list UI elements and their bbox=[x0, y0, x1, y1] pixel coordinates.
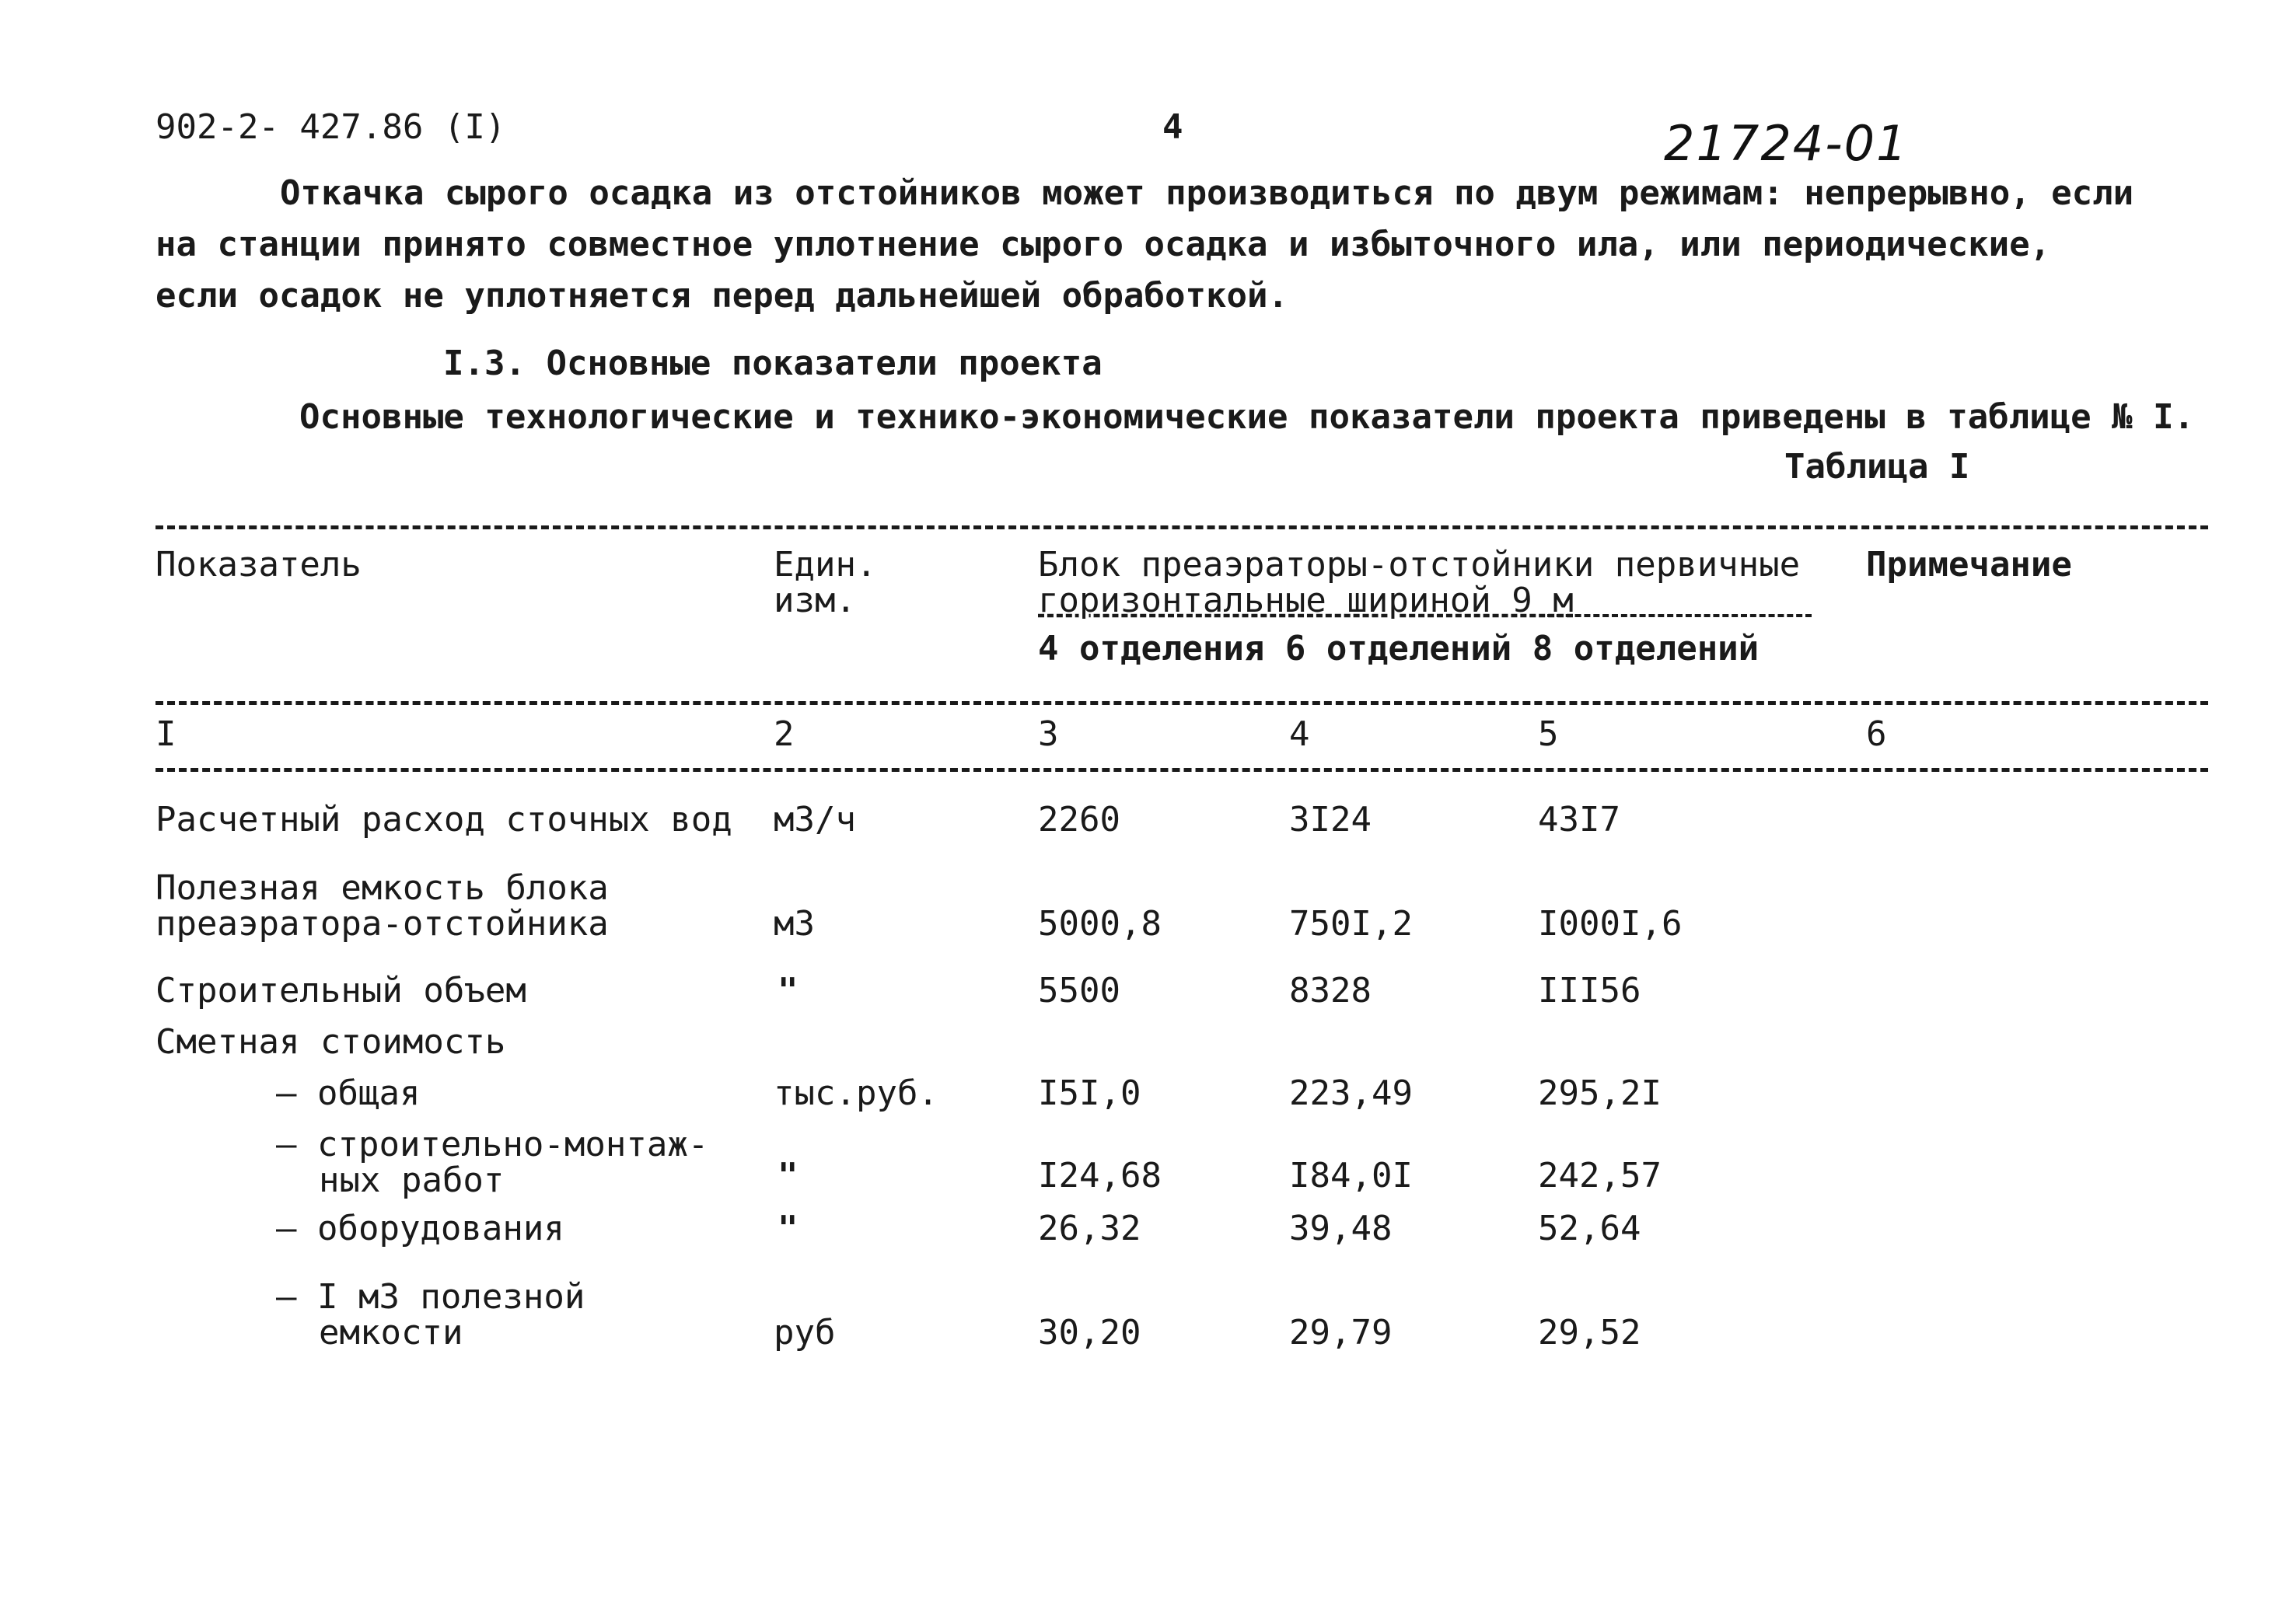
row-5-name: – общая bbox=[276, 1073, 421, 1113]
row-6-v5: 242,57 bbox=[1538, 1156, 1662, 1195]
row-6-name: – строительно-монтаж- bbox=[276, 1125, 709, 1164]
document-code: 902-2- 427.86 (I) bbox=[156, 107, 506, 147]
row-7-v4: 39,48 bbox=[1289, 1209, 1393, 1248]
column-number-1: I bbox=[156, 714, 176, 754]
row-2-v4: 750I,2 bbox=[1289, 904, 1413, 944]
row-8-name-cont: емкости bbox=[319, 1313, 463, 1352]
column-number-2: 2 bbox=[774, 714, 795, 754]
column-number-4: 4 bbox=[1289, 714, 1310, 754]
header-block-line1: Блок преаэраторы-отстойники первичные bbox=[1038, 545, 1801, 585]
header-bottom-rule bbox=[156, 701, 2208, 705]
row-5-v4: 223,49 bbox=[1289, 1073, 1413, 1113]
table-label: Таблица I bbox=[1784, 447, 1970, 487]
row-8-unit: руб bbox=[774, 1313, 836, 1352]
row-7-v5: 52,64 bbox=[1538, 1209, 1641, 1248]
row-2-v3: 5000,8 bbox=[1038, 904, 1162, 944]
column-number-6: 6 bbox=[1866, 714, 1887, 754]
row-3-v3: 5500 bbox=[1038, 971, 1120, 1010]
inventory-number: 21724-01 bbox=[1664, 115, 1909, 172]
row-7-v3: 26,32 bbox=[1038, 1209, 1141, 1248]
row-6-v3: I24,68 bbox=[1038, 1156, 1162, 1195]
row-5-v5: 295,2I bbox=[1538, 1073, 1662, 1113]
row-2-name: Полезная емкость блока bbox=[156, 868, 609, 908]
row-4-name: Сметная стоимость bbox=[156, 1022, 506, 1062]
row-3-v5: III56 bbox=[1538, 971, 1641, 1010]
row-6-name-cont: ных работ bbox=[319, 1161, 505, 1200]
row-1-unit: м3/ч bbox=[774, 800, 856, 839]
row-1-v5: 43I7 bbox=[1538, 800, 1620, 839]
table-top-rule bbox=[156, 525, 2208, 529]
header-unit-line1: Един. bbox=[774, 545, 877, 585]
column-numbers-rule bbox=[156, 768, 2208, 772]
row-8-v5: 29,52 bbox=[1538, 1313, 1641, 1352]
row-8-v3: 30,20 bbox=[1038, 1313, 1141, 1352]
row-6-v4: I84,0I bbox=[1289, 1156, 1413, 1195]
header-unit-line2: изм. bbox=[774, 581, 856, 620]
column-number-5: 5 bbox=[1538, 714, 1559, 754]
row-5-unit: тыс.руб. bbox=[774, 1073, 938, 1113]
row-6-unit: " bbox=[778, 1156, 799, 1195]
row-2-v5: I000I,6 bbox=[1538, 904, 1683, 944]
section-text: Основные технологические и технико-экономические показатели проекта приведены в таблице № I. bbox=[299, 397, 2195, 437]
row-5-v3: I5I,0 bbox=[1038, 1073, 1141, 1113]
intro-line-3: если осадок не уплотняется перед дальнейшей обработкой. bbox=[156, 276, 1288, 316]
header-block-rule bbox=[1547, 614, 1812, 617]
row-1-v3: 2260 bbox=[1038, 800, 1120, 839]
row-1-v4: 3I24 bbox=[1289, 800, 1372, 839]
header-sections: 4 отделения 6 отделений 8 отделений bbox=[1038, 629, 1760, 668]
header-note: Примечание bbox=[1866, 545, 2072, 585]
header-block-line2: горизонтальные шириной 9 м bbox=[1038, 581, 1574, 620]
row-8-name: – I м3 полезной bbox=[276, 1277, 585, 1317]
section-title: I.3. Основные показатели проекта bbox=[443, 344, 1103, 383]
column-number-3: 3 bbox=[1038, 714, 1059, 754]
row-7-unit: " bbox=[778, 1209, 799, 1248]
row-2-name-cont: преаэратора-отстойника bbox=[156, 904, 609, 944]
row-1-name: Расчетный расход сточных вод bbox=[156, 800, 732, 839]
row-3-name: Строительный объем bbox=[156, 971, 526, 1010]
row-8-v4: 29,79 bbox=[1289, 1313, 1393, 1352]
intro-line-1: Откачка сырого осадка из отстойников может производиться по двум режимам: непрерывно, если bbox=[280, 173, 2134, 213]
row-3-v4: 8328 bbox=[1289, 971, 1372, 1010]
row-2-unit: м3 bbox=[774, 904, 815, 944]
header-indicator: Показатель bbox=[156, 545, 362, 585]
row-3-unit: " bbox=[778, 971, 799, 1010]
row-7-name: – оборудования bbox=[276, 1209, 564, 1248]
page-number: 4 bbox=[1162, 107, 1183, 147]
intro-line-2: на станции принято совместное уплотнение сырого осадка и избыточного ила, или периодические, bbox=[156, 225, 2051, 264]
